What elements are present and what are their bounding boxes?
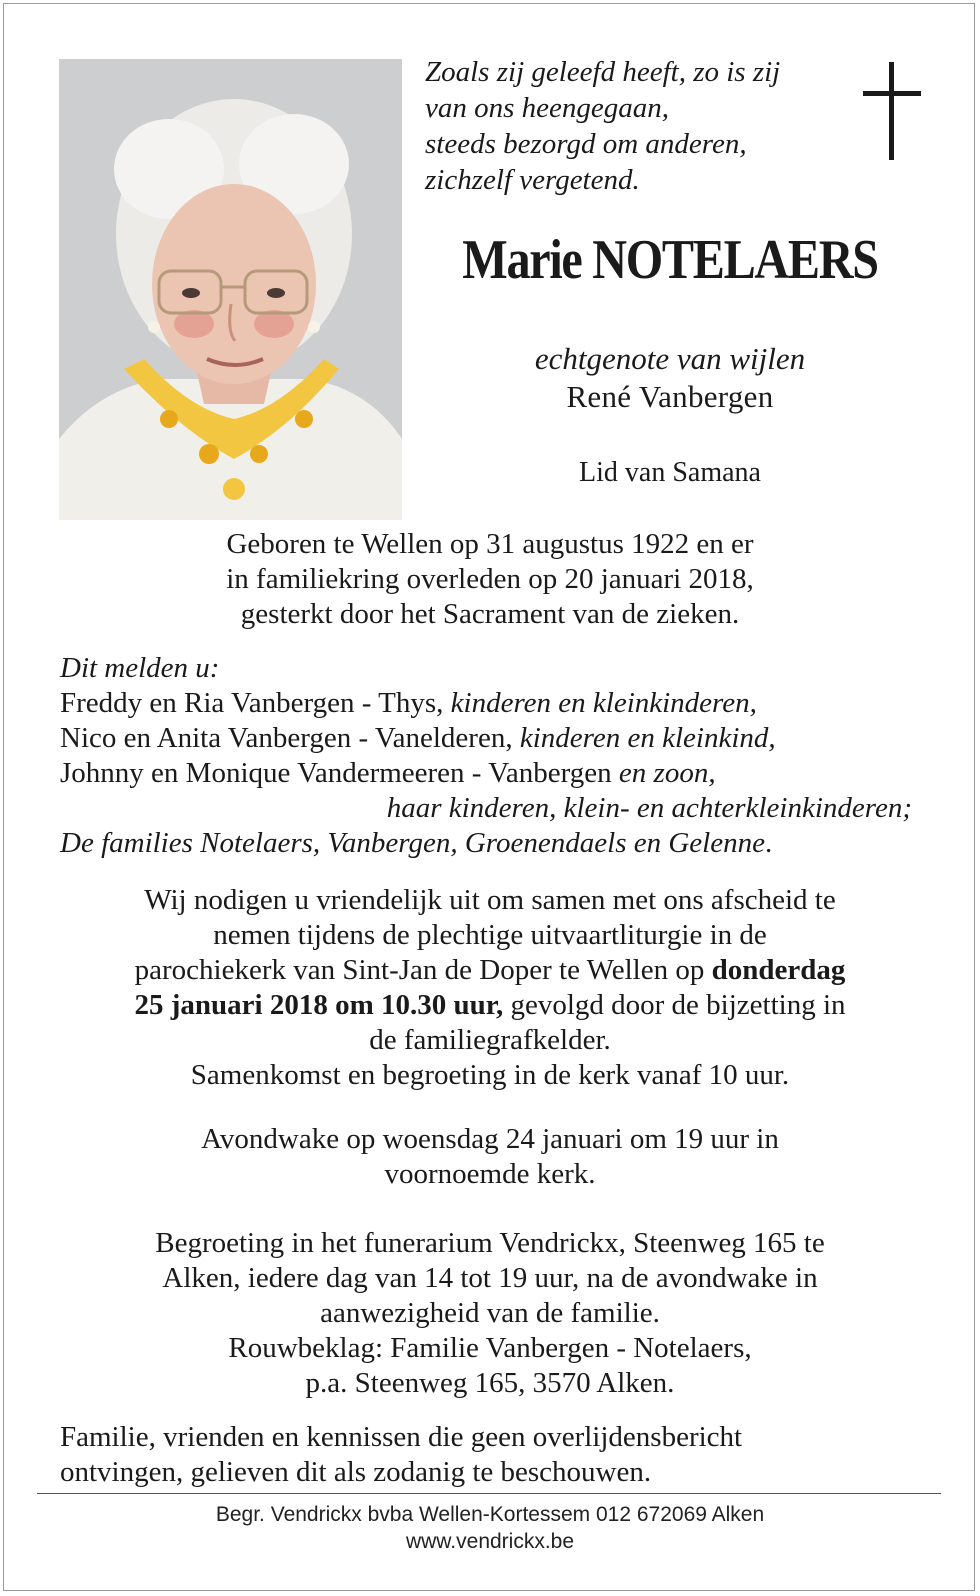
announcement-intro: Dit melden u: — [60, 652, 220, 684]
footer — [60, 1501, 920, 1555]
greeting-line: Rouwbeklag: Familie Vanbergen - Notelaers, — [228, 1332, 752, 1364]
family-names: Freddy en Ria Vanbergen - Thys, — [60, 687, 444, 719]
greeting-line: aanwezigheid van de familie. — [320, 1297, 660, 1329]
family-announcement — [60, 651, 940, 861]
invitation-line: de familiegrafkelder. — [369, 1024, 611, 1056]
grandchildren-line: haar kinderen, klein- en achterkleinkinderen; — [386, 792, 912, 824]
cross-icon — [863, 62, 923, 160]
closing-note — [60, 1420, 940, 1490]
family-names: Johnny en Monique Vandermeeren - Vanbergen — [60, 757, 612, 789]
portrait-illustration — [59, 59, 402, 520]
poem-line: Zoals zij geleefd heeft, zo is zij — [425, 56, 781, 88]
poem-line: steeds bezorgd om anderen, — [425, 128, 747, 160]
birth-death-info — [60, 527, 920, 632]
family-line — [60, 686, 940, 721]
families-line — [60, 826, 940, 861]
families-end: . — [764, 827, 773, 859]
greeting-line: Alken, iedere dag van 14 tot 19 uur, na de avondwake in — [162, 1262, 818, 1294]
invitation-line: Samenkomst en begroeting in de kerk vanaf 10 uur. — [190, 1059, 790, 1091]
portrait-photo — [59, 59, 402, 520]
closing-line: ontvingen, gelieven dit als zodanig te beschouwen. — [60, 1456, 652, 1488]
funeral-day: donderdag — [711, 954, 846, 986]
greeting-line: Begroeting in het funerarium Vendrickx, Steenweg 165 te — [155, 1227, 825, 1259]
family-relation: en zoon, — [618, 757, 716, 789]
memorial-poem — [425, 54, 845, 198]
invitation-line: Wij nodigen u vriendelijk uit om samen met ons afscheid te — [144, 884, 836, 916]
vigil-line: voornoemde kerk. — [384, 1158, 596, 1190]
invitation-line — [55, 953, 925, 988]
family-line — [60, 721, 940, 756]
spouse-name: René Vanbergen — [566, 379, 774, 414]
greeting-line: p.a. Steenweg 165, 3570 Alken. — [305, 1367, 675, 1399]
invitation-text: gevolgd door de bijzetting in — [510, 989, 846, 1021]
invitation-line: nemen tijdens de plechtige uitvaartliturgie in de — [213, 919, 767, 951]
birth-death-line: gesterkt door het Sacrament van de zieken. — [240, 598, 740, 630]
footer-divider — [37, 1493, 941, 1494]
family-relation: kinderen en kleinkinderen, — [450, 687, 757, 719]
closing-line: Familie, vrienden en kennissen die geen overlijdensbericht — [60, 1421, 743, 1453]
funeral-home: Begr. Vendrickx bvba Wellen-Kortessem 012 672069 Alken — [215, 1503, 765, 1526]
families-text: De families Notelaers, Vanbergen, Groenendaels en Gelenne — [60, 827, 765, 859]
website-link[interactable]: www.vendrickx.be — [405, 1530, 575, 1553]
birth-death-line: in familiekring overleden op 20 januari 2018, — [226, 563, 754, 595]
poem-line: zichzelf vergetend. — [425, 164, 640, 196]
poem-line: van ons heengegaan, — [425, 92, 670, 124]
greeting-info — [60, 1226, 920, 1401]
family-relation: kinderen en kleinkind, — [519, 722, 776, 754]
funeral-invitation — [55, 883, 925, 1093]
vigil-line: Avondwake op woensdag 24 januari om 19 uur in — [201, 1123, 779, 1155]
family-line — [60, 756, 940, 791]
birth-death-line: Geboren te Wellen op 31 augustus 1922 en er — [226, 528, 754, 560]
deceased-name: Marie NOTELAERS — [462, 229, 878, 291]
funeral-datetime: 25 januari 2018 om 10.30 uur, — [134, 989, 504, 1021]
invitation-text: parochiekerk van Sint-Jan de Doper te Wellen op — [134, 954, 705, 986]
spouse-prefix: echtgenote van wijlen — [534, 341, 806, 376]
family-names: Nico en Anita Vanbergen - Vanelderen, — [60, 722, 513, 754]
invitation-line — [55, 988, 925, 1023]
membership: Lid van Samana — [579, 457, 761, 488]
vigil-info — [60, 1122, 920, 1192]
